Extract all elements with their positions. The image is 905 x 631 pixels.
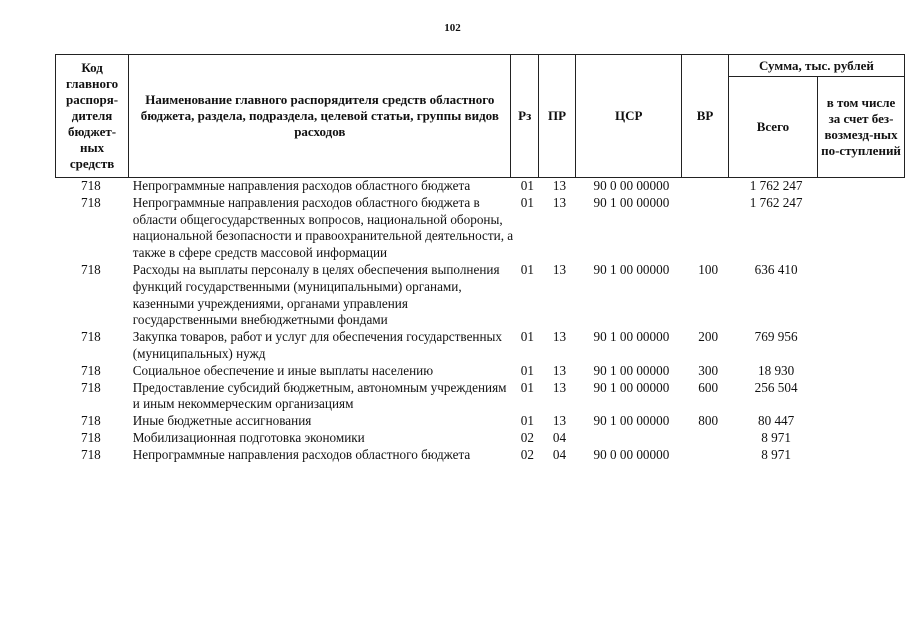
table-row [55, 329, 905, 363]
row-gratuitous [821, 430, 905, 447]
row-pr: 13 [552, 362, 567, 378]
table-body [55, 178, 905, 464]
row-rz: 01 [520, 413, 534, 429]
row-code: 718 [80, 379, 101, 395]
row-pr: 04 [552, 446, 567, 462]
header-code: Код главного распоря-дителя бюджет-ных средств [56, 55, 129, 178]
table-row [55, 430, 905, 447]
table-row [55, 262, 905, 329]
row-gratuitous [821, 262, 905, 329]
row-code: 718 [80, 446, 101, 462]
row-name: Мобилизационная подготовка экономики [132, 429, 365, 445]
row-rz: 02 [520, 446, 534, 462]
page-number: 102 [444, 22, 461, 34]
row-rz: 01 [520, 379, 534, 395]
row-vr: 800 [698, 413, 719, 429]
row-rz: 01 [520, 261, 534, 277]
row-total: 18 930 [757, 362, 795, 378]
row-rz: 01 [520, 362, 534, 378]
row-gratuitous [821, 329, 905, 363]
header-sum-group: Сумма, тыс. рублей [728, 55, 904, 77]
row-csr: 90 1 00 00000 [593, 261, 670, 277]
row-total: 80 447 [757, 413, 795, 429]
row-code: 718 [80, 429, 101, 445]
row-pr: 13 [552, 379, 567, 395]
table-row [55, 178, 905, 195]
row-vr: 600 [698, 379, 719, 395]
row-total: 8 971 [761, 429, 791, 445]
header-csr: ЦСР [576, 55, 682, 178]
row-name: Закупка товаров, работ и услуг для обеспечения государственных (муниципальных) нужд [132, 329, 502, 361]
row-total: 636 410 [754, 261, 798, 277]
row-vr: 200 [698, 329, 719, 345]
row-total: 1 762 247 [749, 178, 803, 193]
row-gratuitous [821, 413, 905, 430]
row-rz: 01 [520, 178, 534, 193]
header-rz: Рз [511, 55, 538, 178]
row-name: Непрограммные направления расходов областного бюджета [132, 446, 471, 462]
table-row [55, 380, 905, 414]
row-csr: 90 1 00 00000 [593, 379, 670, 395]
table-header [55, 54, 905, 178]
row-gratuitous [821, 447, 905, 464]
row-vr [685, 447, 732, 464]
row-code: 718 [80, 178, 101, 193]
row-csr: 90 1 00 00000 [593, 194, 670, 210]
row-vr [685, 195, 732, 262]
row-pr: 13 [552, 329, 567, 345]
row-name: Иные бюджетные ассигнования [132, 413, 312, 429]
row-csr: 90 1 00 00000 [593, 362, 670, 378]
row-code: 718 [80, 413, 101, 429]
row-pr: 04 [552, 429, 567, 445]
row-pr: 13 [552, 178, 567, 193]
row-code: 718 [80, 329, 101, 345]
row-name: Непрограммные направления расходов областного бюджета в области общегосударственных вопросов, национальной обороны, национальной безопасности и правоохранительной деятельности, а также в сфере средств массовой информации [132, 194, 514, 261]
row-code: 718 [80, 194, 101, 210]
row-name: Расходы на выплаты персоналу в целях обеспечения выполнения функций государственными (муниципальными) органами, казенными учреждениями, органами управления государственными внебюджетными фондами [132, 261, 500, 328]
row-pr: 13 [552, 413, 567, 429]
header-gratuitous: в том числе за счет без-возмезд-ных по-ступлений [818, 77, 905, 178]
row-gratuitous [821, 195, 905, 262]
row-total: 1 762 247 [749, 194, 803, 210]
header-total: Всего [728, 77, 817, 178]
row-total: 256 504 [754, 379, 798, 395]
row-code: 718 [80, 261, 101, 277]
row-name: Социальное обеспечение и иные выплаты населению [132, 362, 434, 378]
table-row [55, 413, 905, 430]
row-vr [685, 178, 732, 195]
header-name: Наименование главного распорядителя средств областного бюджета, раздела, подраздела, целевой статьи, группы видов расходов [129, 55, 511, 178]
row-vr: 100 [698, 261, 719, 277]
header-vr: ВР [682, 55, 729, 178]
row-gratuitous [821, 178, 905, 195]
row-code: 718 [80, 362, 101, 378]
row-csr: 90 1 00 00000 [593, 329, 670, 345]
row-csr: 90 0 00 00000 [593, 446, 670, 462]
row-gratuitous [821, 363, 905, 380]
row-csr: 90 1 00 00000 [593, 413, 670, 429]
row-total: 8 971 [761, 446, 791, 462]
table-row [55, 447, 905, 464]
row-rz: 01 [520, 194, 534, 210]
row-csr [578, 430, 685, 447]
row-name: Предоставление субсидий бюджетным, автономным учреждениям и иным некоммерческим организациям [132, 379, 507, 412]
row-csr: 90 0 00 00000 [593, 178, 670, 193]
table-row [55, 195, 905, 262]
row-pr: 13 [552, 261, 567, 277]
row-name: Непрограммные направления расходов областного бюджета [132, 178, 471, 193]
row-total: 769 956 [754, 329, 798, 345]
row-rz: 01 [520, 329, 534, 345]
row-vr [685, 430, 732, 447]
header-pr: ПР [538, 55, 575, 178]
row-gratuitous [821, 380, 905, 414]
row-rz: 02 [520, 429, 534, 445]
table-row [55, 363, 905, 380]
row-pr: 13 [552, 194, 567, 210]
row-vr: 300 [698, 362, 719, 378]
